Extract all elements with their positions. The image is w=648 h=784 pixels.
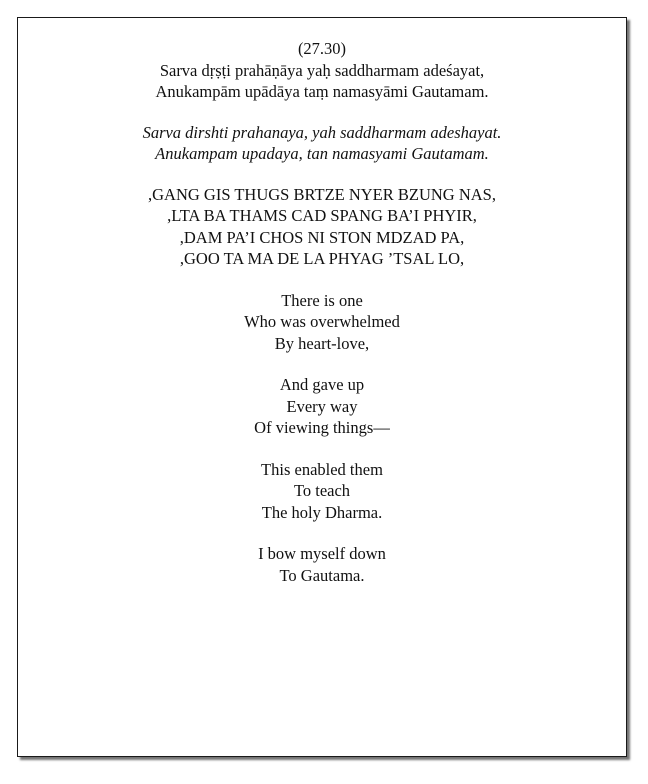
tibetan-line: ,LTA BA THAMS CAD SPANG BA’I PHYIR, bbox=[167, 206, 477, 225]
page-frame bbox=[17, 17, 627, 757]
sanskrit-plain-line: Sarva dirshti prahanaya, yah saddharmam adeshayat. bbox=[142, 122, 502, 142]
tibetan-line: ,GOO TA MA DE LA PHYAG ’TSAL LO, bbox=[179, 249, 465, 268]
verse-content bbox=[18, 38, 626, 586]
english-line: To Gautama. bbox=[279, 565, 365, 585]
english-line: To teach bbox=[293, 481, 351, 500]
tibetan-line: ,GANG GIS THUGS BRTZE NYER BZUNG NAS, bbox=[148, 184, 496, 204]
english-line: I bow myself down bbox=[258, 544, 386, 563]
english-line: This enabled them bbox=[261, 459, 383, 479]
english-line: There is one bbox=[281, 290, 363, 310]
english-line: Every way bbox=[286, 396, 358, 416]
english-line: And gave up bbox=[279, 375, 365, 394]
sanskrit-plain-line: Anukampam upadaya, tan namasyami Gautamam. bbox=[155, 144, 489, 163]
sanskrit-iast-block bbox=[18, 60, 626, 103]
english-stanza-4 bbox=[18, 543, 626, 586]
verse-reference: (27.30) bbox=[297, 39, 347, 58]
sanskrit-iast-line: Anukampām upādāya taṃ namasyāmi Gautamam. bbox=[155, 82, 489, 101]
tibetan-transliteration-block bbox=[18, 184, 626, 270]
english-line: By heart-love, bbox=[274, 333, 370, 353]
tibetan-line: ,DAM PA’I CHOS NI STON MDZAD PA, bbox=[179, 227, 465, 247]
english-stanza-2 bbox=[18, 374, 626, 439]
sanskrit-plain-block bbox=[18, 122, 626, 165]
english-stanza-1 bbox=[18, 290, 626, 355]
english-line: Of viewing things— bbox=[254, 418, 390, 437]
english-line: Who was overwhelmed bbox=[244, 312, 400, 331]
english-stanza-3 bbox=[18, 459, 626, 524]
sanskrit-iast-line: Sarva dṛṣṭi prahāṇāya yaḥ saddharmam adeśayat, bbox=[159, 60, 485, 80]
english-line: The holy Dharma. bbox=[261, 502, 383, 522]
